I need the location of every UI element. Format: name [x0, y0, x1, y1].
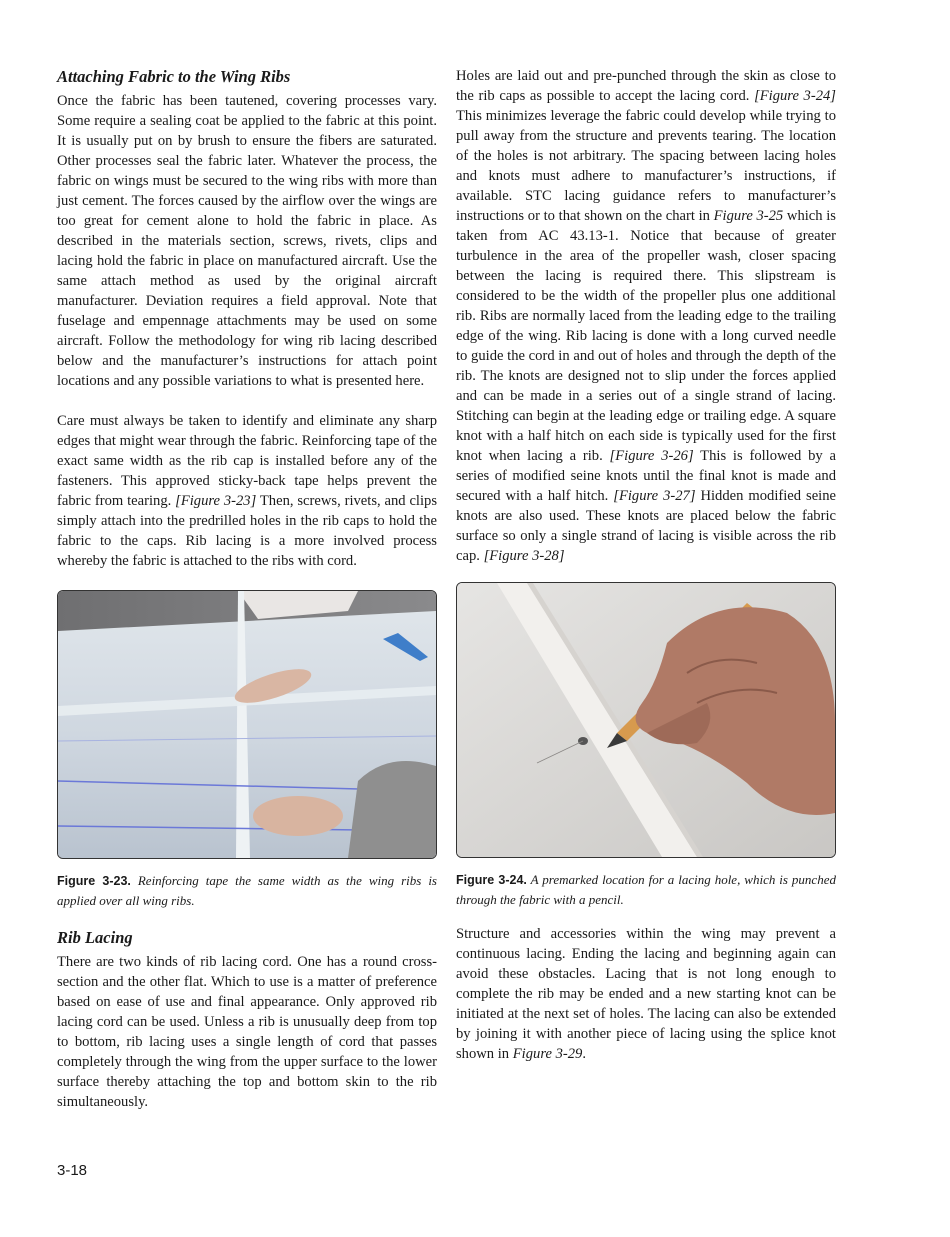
page-number: 3-18 [57, 1162, 88, 1179]
right-column [456, 66, 836, 1064]
figure-reference: Figure 3-29 [512, 1046, 583, 1062]
figure-3-24-photo [456, 582, 836, 858]
figure-reference: Figure 3-25 [713, 208, 784, 224]
figure-3-23-caption [57, 871, 437, 911]
paragraph-text: Holes are laid out and pre-punched through the skin as close to the rib caps as possible to accept the lacing cord. [456, 68, 836, 104]
paragraph-text: Structure and accessories within the wing may prevent a continuous lacing. Ending the lacing and beginning again can avoid these obstacles. Lacing that is not long enough to complete the rib may be ended and a new starting knot can be initiated at the next set of holes. The lacing can also be extended by joining it with another piece of lacing using the splice knot shown in [456, 926, 836, 1062]
paragraph-attaching-fabric: Once the fabric has been tautened, covering processes vary. Some require a sealing coat be applied to the fabric at this point. It is usually put on by brush to ensure the fibers are saturated. Other processes seal the fabric later. Whatever the process, the fabric on wings must be secured to the wing ribs with more than just cement. The forces caused by the airflow over the wings are too great for cement alone to hold the fabric in place. As described in the materials section, screws, rivets, clips and lacing hold the fabric in place on manufactured aircraft. Use the same attach method as used by the original aircraft manufacturer. Deviation requires a field approval. Note that fuselage and empennage attachments may be used on some aircraft. Follow the methodology for wing rib lacing described below and the manufacturer’s instructions for attach point locations and any possible variations to what is presented here. [57, 93, 437, 389]
figure-label: Figure 3-24. [456, 873, 527, 887]
section-heading-attaching-fabric: Attaching Fabric to the Wing Ribs [57, 67, 291, 86]
paragraph-text: Then, screws, rivets, and clips simply attach into the predrilled holes in the rib caps to hold the fabric to the caps. Rib lacing is a more involved process whereby the fabric is attached to the ribs with cord. [57, 493, 438, 569]
figure-3-23-photo [57, 590, 437, 859]
pencil-marking-photo-illustration [457, 583, 835, 857]
paragraph-text: . [582, 1046, 586, 1062]
paragraph-holes [456, 66, 836, 566]
figure-caption-text: Reinforcing tape the same width as the wing ribs is applied over all wing ribs. [57, 873, 437, 908]
figure-3-24-caption [456, 870, 836, 910]
figure-reference: [Figure 3-28] [483, 548, 565, 564]
figure-reference: [Figure 3-27] [613, 488, 696, 504]
figure-reference: [Figure 3-26] [609, 448, 694, 464]
section-heading-rib-lacing: Rib Lacing [57, 928, 133, 947]
paragraph-text: This is followed by a series of modified seine knots until the final knot is made and secured with a half hitch. [456, 448, 836, 504]
paragraph-sharp-edges [57, 411, 437, 571]
figure-caption-text: A premarked location for a lacing hole, which is punched through the fabric with a pencil. [456, 872, 836, 907]
paragraph-text: which is taken from AC 43.13-1. Notice that because of greater turbulence in the area of the propeller wash, closer spacing between the lacing is required there. This slipstream is considered to be the width of the propeller plus one additional rib. Ribs are normally laced from the leading edge to the trailing edge of the wing. Rib lacing is done with a long curved needle to guide the cord in and out of holes and through the depth of the rib. The knots are designed not to slip under the forces applied and can be made in a series out of a single strand of lacing. Stitching can begin at the leading edge or trailing edge. A square knot with a half hitch on each side is typically used for the first knot when lacing a rib. [456, 208, 836, 464]
fabric-tape-photo-illustration [58, 591, 436, 858]
paragraph-text: This minimizes leverage the fabric could develop while trying to pull away from the structure and prevents tearing. The location of the holes is not arbitrary. The spacing between lacing holes and knots must adhere to manufacturer’s instructions, if available. STC lacing guidance refers to manufacturer’s instructions or to that shown on the chart in [456, 108, 836, 224]
figure-reference: [Figure 3-24] [754, 88, 836, 104]
paragraph-continuous-lacing [456, 924, 836, 1064]
paragraph-text: Hidden modified seine knots are also used. These knots are placed below the fabric surface so only a single strand of lacing is visible across the rib cap. [456, 488, 837, 564]
left-column [57, 66, 437, 1112]
figure-reference: [Figure 3-23] [175, 493, 257, 509]
paragraph-text: Care must always be taken to identify and eliminate any sharp edges that might wear through the fabric. Reinforcing tape of the exact same width as the rib cap is installed before any of the fasteners. This approved sticky-back tape helps prevent the fabric from tearing. [57, 413, 437, 509]
paragraph-rib-lacing: There are two kinds of rib lacing cord. One has a round cross-section and the other flat. Which to use is a matter of preference based on ease of use and final appearance. Only approved rib lacing cord can be used. Unless a rib is unusually deep from top to bottom, rib lacing uses a single length of cord that passes completely through the wing from the upper surface to the lower surface thereby attaching the top and bottom skin to the rib simultaneously. [57, 954, 437, 1110]
figure-label: Figure 3-23. [57, 874, 131, 888]
